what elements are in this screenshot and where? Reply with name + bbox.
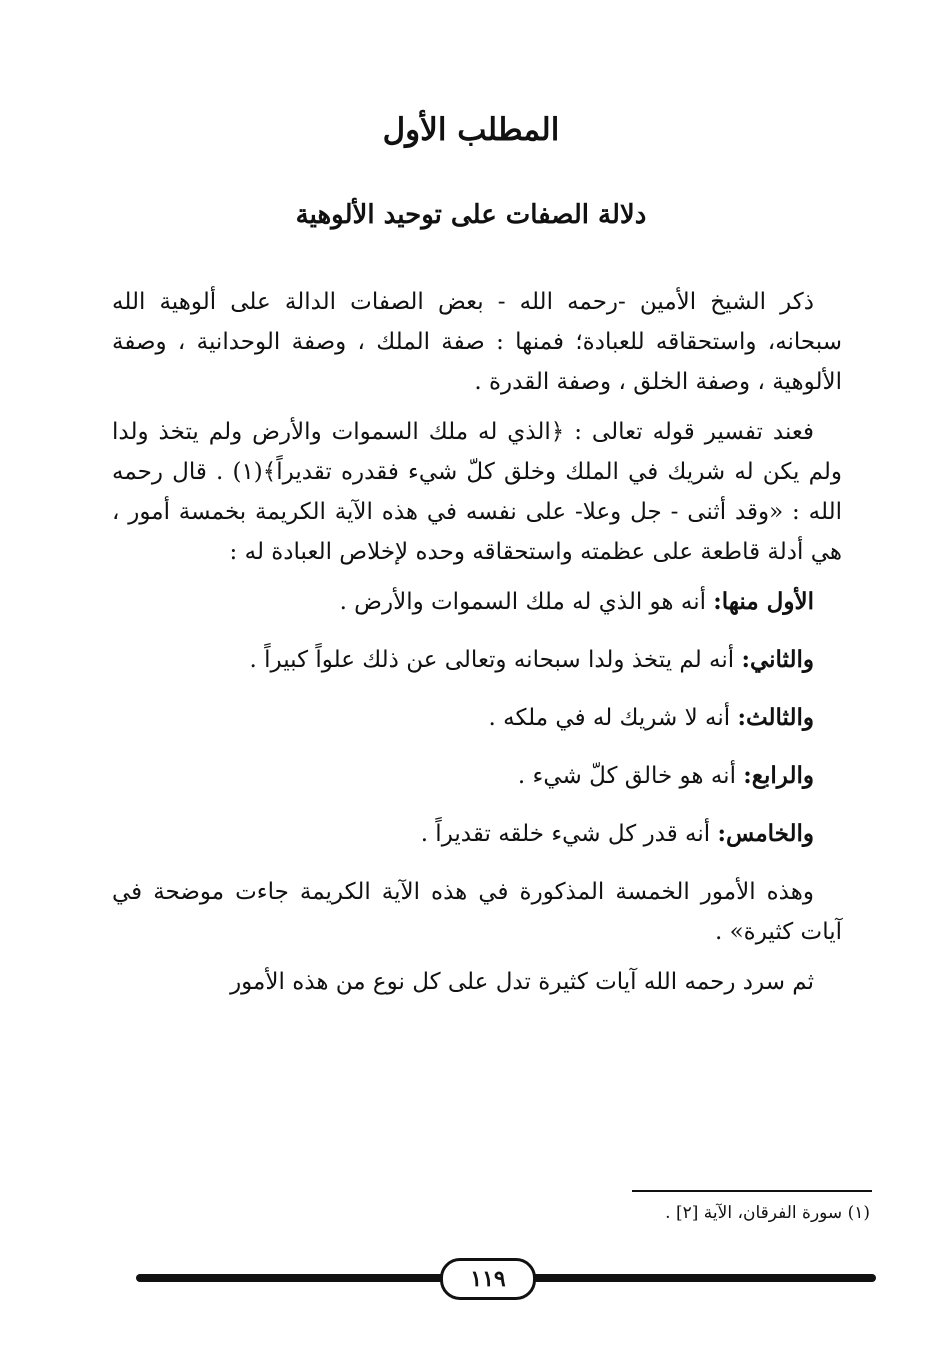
list-item-text: أنه هو الذي له ملك السموات والأرض . [339, 589, 714, 615]
list-item-first [112, 582, 842, 622]
list-item-second [112, 640, 842, 680]
paragraph-summary: وهذه الأمور الخمسة المذكورة في هذه الآية الكريمة جاءت موضحة في آيات كثيرة» . [112, 879, 842, 945]
page-number: ١١٩ [440, 1258, 536, 1300]
list-item-lead: والثالث: [737, 704, 814, 731]
list-item-lead: والثاني: [741, 646, 814, 673]
list-item-lead: والرابع: [743, 762, 814, 789]
list-item-third [112, 698, 842, 738]
list-item-fourth [112, 756, 842, 796]
paragraph-intro: ذكر الشيخ الأمين -رحمه الله - بعض الصفات الدالة على ألوهية الله سبحانه، واستحقاقه للعبادة؛ فمنها : صفة الملك ، وصفة الوحدانية ، وصفة الألوهية ، وصفة الخلق ، وصفة القدرة . [112, 289, 842, 395]
chapter-title: المطلب الأول [382, 112, 560, 148]
footnote-divider [632, 1190, 872, 1192]
list-item-lead: والخامس: [717, 820, 814, 847]
list-item-text: أنه قدر كل شيء خلقه تقديراً . [420, 821, 718, 847]
footnote: (١) سورة الفرقان، الآية [٢] . [665, 1203, 870, 1223]
section-title: دلالة الصفات على توحيد الألوهية [295, 200, 647, 230]
list-item-fifth [112, 814, 842, 854]
list-item-text: أنه هو خالق كلّ شيء . [517, 763, 744, 789]
list-item-text: أنه لا شريك له في ملكه . [488, 705, 738, 731]
list-item-lead: الأول منها: [713, 588, 814, 615]
body-text [112, 282, 842, 1012]
paragraph-verse-quote: فعند تفسير قوله تعالى : ﴿الذي له ملك السموات والأرض ولم يتخذ ولدا ولم يكن له شريك في الملك وخلق كلّ شيء فقدره تقديراً﴾(١) . قال رحمه الله : «وقد أثنى - جل وعلا- على نفسه في هذه الآية الكريمة بخمسة أمور ، هي أدلة قاطعة على عظمته واستحقاقه وحده لإخلاص العبادة له : [112, 419, 843, 565]
list-item-text: أنه لم يتخذ ولدا سبحانه وتعالى عن ذلك علواً كبيراً . [249, 647, 742, 673]
paragraph-continuation: ثم سرد رحمه الله آيات كثيرة تدل على كل نوع من هذه الأمور [230, 969, 814, 995]
